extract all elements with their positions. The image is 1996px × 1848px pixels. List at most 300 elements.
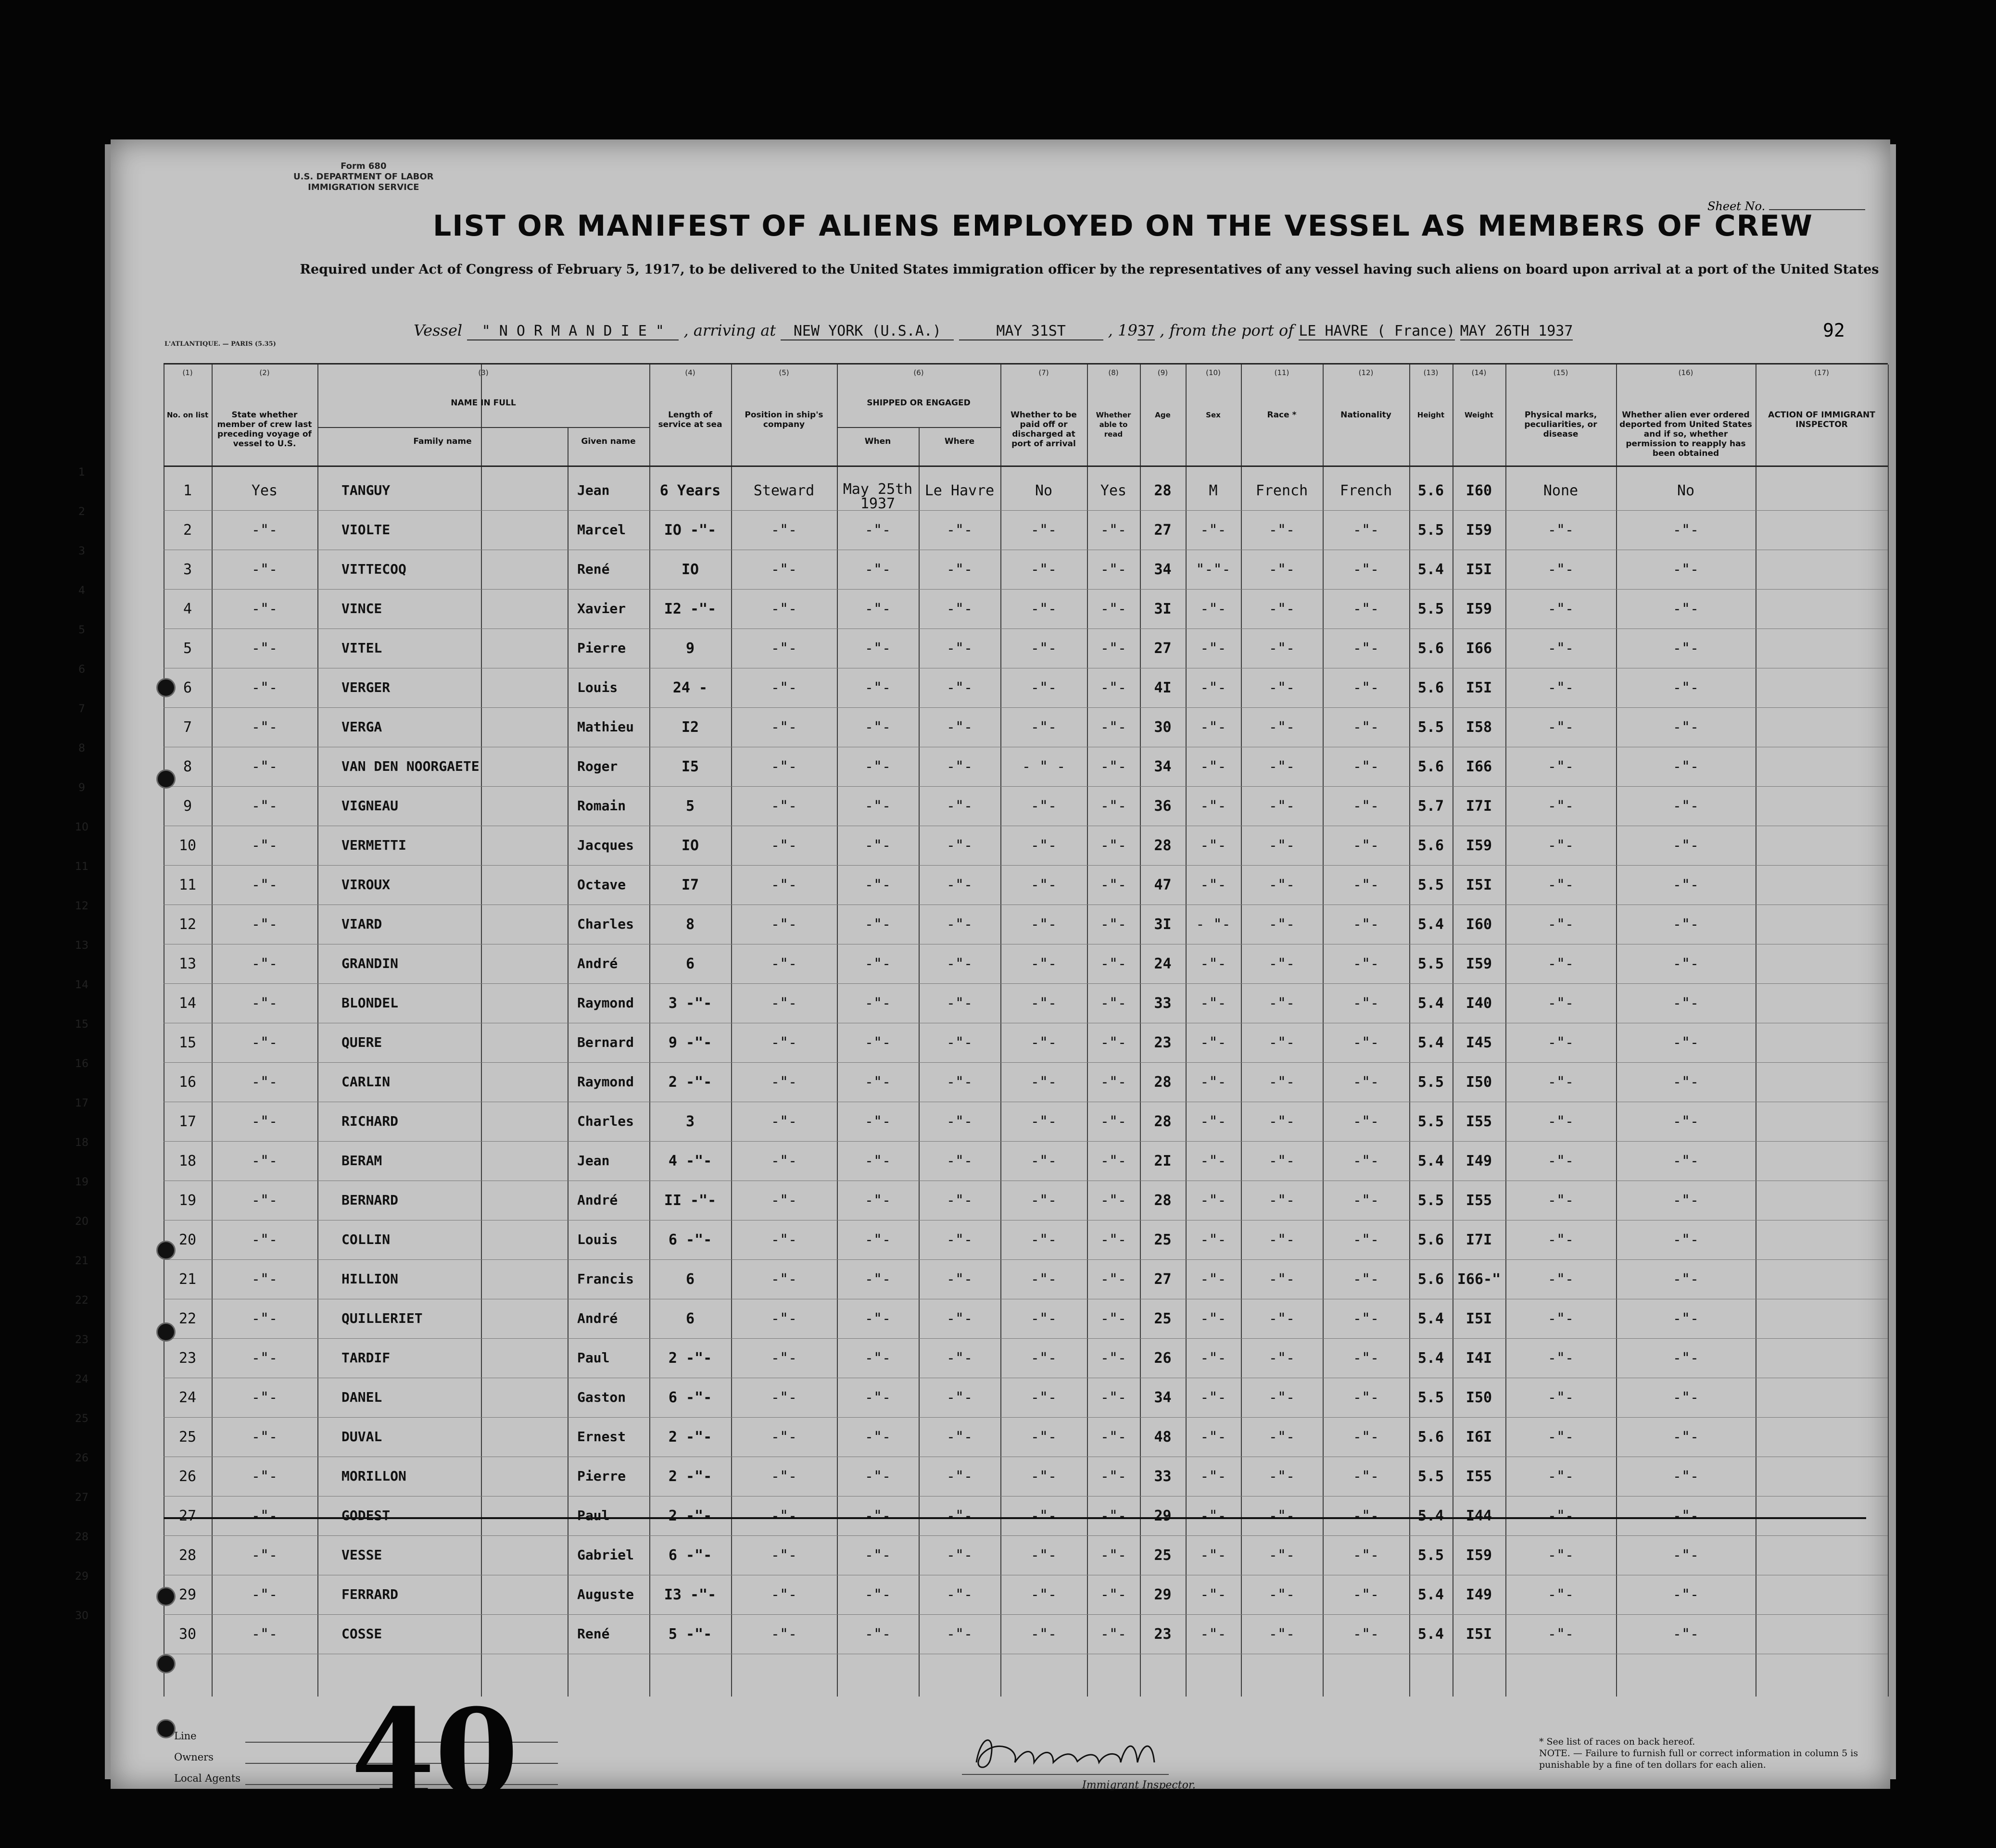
cell-height: 5.5 xyxy=(1417,1389,1444,1406)
cell-sex: -"- xyxy=(1200,522,1226,539)
cell-marks: -"- xyxy=(1547,955,1574,972)
margin-line-number: 7 xyxy=(78,703,85,715)
cell-weight: I60 xyxy=(1465,916,1492,933)
cell-family: COSSE xyxy=(341,1626,382,1642)
cell-service: 2 -"- xyxy=(668,1429,712,1446)
cell-height: 5.6 xyxy=(1417,482,1444,499)
cell-where: -"- xyxy=(946,995,973,1012)
cell-where: -"- xyxy=(946,522,973,539)
cell-paid: -"- xyxy=(1030,1508,1057,1524)
cell-family: VINCE xyxy=(341,601,382,616)
cell-service: 6 -"- xyxy=(668,1232,712,1248)
row-rule xyxy=(164,1062,1888,1063)
cell-family: FERRARD xyxy=(341,1586,399,1602)
cell-family: VITTECOQ xyxy=(341,561,406,577)
cell-paid: -"- xyxy=(1030,640,1057,657)
margin-line-number: 27 xyxy=(75,1492,88,1504)
cell-prev: -"- xyxy=(251,1586,278,1603)
cell-prev: -"- xyxy=(251,1389,278,1406)
cell-read: Yes xyxy=(1100,482,1127,499)
cell-height: 5.4 xyxy=(1417,1310,1444,1327)
cell-service: 3 xyxy=(685,1113,695,1130)
cell-paid: -"- xyxy=(1030,1232,1057,1248)
cell-marks: -"- xyxy=(1547,1153,1574,1169)
cell-deported: -"- xyxy=(1672,1547,1699,1564)
cell-height: 5.5 xyxy=(1417,1468,1444,1485)
cell-no: 26 xyxy=(178,1468,197,1485)
cell-race: -"- xyxy=(1268,601,1295,617)
cell-age: 36 xyxy=(1154,798,1172,815)
cell-nationality: -"- xyxy=(1352,1429,1379,1446)
cell-prev: -"- xyxy=(251,1232,278,1248)
arriving-label: , arriving at xyxy=(683,321,776,339)
cell-given: André xyxy=(577,1310,618,1326)
cell-given: Jacques xyxy=(577,837,634,853)
vessel-line xyxy=(414,321,1573,340)
row-rule xyxy=(164,865,1888,866)
race-note: * See list of races on back hereof. xyxy=(1539,1736,1695,1747)
cell-read: -"- xyxy=(1100,1034,1127,1051)
cell-age: 26 xyxy=(1154,1350,1172,1367)
cell-prev: -"- xyxy=(251,916,278,933)
cell-prev: -"- xyxy=(251,1350,278,1367)
departure-date: MAY 26TH 1937 xyxy=(1460,323,1573,339)
cell-weight: I44 xyxy=(1465,1508,1492,1524)
cell-sex: -"- xyxy=(1200,877,1226,893)
cell-sex: -"- xyxy=(1200,1034,1226,1051)
cell-height: 5.7 xyxy=(1417,798,1444,815)
cell-given: Xavier xyxy=(577,601,626,616)
cell-where: -"- xyxy=(946,1232,973,1248)
cell-where: -"- xyxy=(946,1547,973,1564)
cell-sex: -"- xyxy=(1200,1508,1226,1524)
cell-deported: -"- xyxy=(1672,1113,1699,1130)
cell-when: -"- xyxy=(864,1271,891,1288)
cell-deported: -"- xyxy=(1672,877,1699,893)
row-rule xyxy=(164,1614,1888,1615)
cell-no: 20 xyxy=(178,1232,197,1248)
cell-given: Louis xyxy=(577,679,618,695)
cell-sex: - "- xyxy=(1196,916,1231,933)
cell-sex: -"- xyxy=(1200,1113,1226,1130)
row-rule xyxy=(164,1535,1888,1536)
cell-family: QUILLERIET xyxy=(341,1310,423,1326)
cell-position: -"- xyxy=(771,640,797,657)
cell-family: DUVAL xyxy=(341,1429,382,1445)
cell-family: GODEST xyxy=(341,1508,391,1523)
cell-race: -"- xyxy=(1268,1586,1295,1603)
cell-where: -"- xyxy=(946,837,973,854)
cell-service: I2 xyxy=(681,719,699,736)
cell-race: -"- xyxy=(1268,1271,1295,1288)
cell-sex: -"- xyxy=(1200,955,1226,972)
cell-read: -"- xyxy=(1100,1153,1127,1169)
cell-family: VITEL xyxy=(341,640,382,656)
cell-when: -"- xyxy=(864,522,891,539)
cell-age: 3I xyxy=(1154,916,1172,933)
cell-no: 28 xyxy=(178,1547,197,1564)
cell-age: 29 xyxy=(1154,1586,1172,1603)
column-number: (12) xyxy=(1358,368,1374,377)
cell-age: 3I xyxy=(1154,601,1172,617)
cell-nationality: -"- xyxy=(1352,561,1379,578)
cell-deported: -"- xyxy=(1672,1310,1699,1327)
cell-where: -"- xyxy=(946,1508,973,1524)
cell-read: -"- xyxy=(1100,1389,1127,1406)
cell-when: -"- xyxy=(864,1232,891,1248)
cell-position: Steward xyxy=(753,482,815,499)
column-header: Sex xyxy=(1206,411,1221,419)
cell-marks: -"- xyxy=(1547,1389,1574,1406)
cell-family: BERNARD xyxy=(341,1192,399,1208)
margin-line-number: 15 xyxy=(75,1018,88,1031)
cell-given: Octave xyxy=(577,877,626,893)
cell-given: Auguste xyxy=(577,1586,634,1602)
cell-deported: -"- xyxy=(1672,1626,1699,1643)
cell-paid: -"- xyxy=(1030,719,1057,736)
cell-service: IO xyxy=(681,561,699,578)
cell-deported: -"- xyxy=(1672,916,1699,933)
cell-prev: -"- xyxy=(251,837,278,854)
cell-no: 1 xyxy=(183,482,192,499)
cell-service: 6 Years xyxy=(659,482,721,499)
column-number: (6) xyxy=(913,368,924,377)
cell-height: 5.4 xyxy=(1417,995,1444,1012)
cell-sex: -"- xyxy=(1200,679,1226,696)
cell-prev: -"- xyxy=(251,758,278,775)
cell-weight: I59 xyxy=(1465,1547,1492,1564)
cell-position: -"- xyxy=(771,1192,797,1209)
form-number: Form 680 xyxy=(341,161,387,171)
cell-age: 48 xyxy=(1154,1429,1172,1446)
cell-service: IO xyxy=(681,837,699,854)
cell-race: -"- xyxy=(1268,955,1295,972)
cell-given: André xyxy=(577,1192,618,1208)
column-number: (14) xyxy=(1471,368,1487,377)
cell-paid: -"- xyxy=(1030,1192,1057,1209)
cell-given: Gabriel xyxy=(577,1547,634,1563)
cell-marks: -"- xyxy=(1547,1586,1574,1603)
department-name: U.S. DEPARTMENT OF LABOR xyxy=(293,172,434,182)
cell-when: -"- xyxy=(864,1508,891,1524)
inspector-signature xyxy=(962,1729,1169,1777)
cell-nationality: -"- xyxy=(1352,1232,1379,1248)
cell-race: -"- xyxy=(1268,1350,1295,1367)
cell-prev: -"- xyxy=(251,1508,278,1524)
cell-deported: -"- xyxy=(1672,679,1699,696)
cell-position: -"- xyxy=(771,798,797,815)
margin-line-number: 2 xyxy=(78,506,85,518)
cell-position: -"- xyxy=(771,1153,797,1169)
binding-hole xyxy=(156,1719,176,1738)
cell-marks: -"- xyxy=(1547,1232,1574,1248)
cell-paid: -"- xyxy=(1030,1153,1057,1169)
margin-line-number: 25 xyxy=(75,1413,88,1425)
cell-marks: -"- xyxy=(1547,1113,1574,1130)
cell-where: -"- xyxy=(946,1626,973,1643)
row-rule xyxy=(164,983,1888,984)
margin-line-number: 9 xyxy=(78,782,85,794)
cell-weight: I5I xyxy=(1465,1310,1492,1327)
footer-agents-label: Local Agents xyxy=(174,1773,241,1784)
sheet-label: Sheet No. xyxy=(1707,200,1766,213)
cell-marks: -"- xyxy=(1547,877,1574,893)
cell-position: -"- xyxy=(771,837,797,854)
cell-read: -"- xyxy=(1100,1310,1127,1327)
cell-no: 23 xyxy=(178,1350,197,1367)
cell-sex: -"- xyxy=(1200,1153,1226,1169)
cell-read: -"- xyxy=(1100,1429,1127,1446)
cell-where: -"- xyxy=(946,955,973,972)
cell-marks: -"- xyxy=(1547,1192,1574,1209)
cell-position: -"- xyxy=(771,679,797,696)
cell-age: 25 xyxy=(1154,1232,1172,1248)
cell-when: -"- xyxy=(864,995,891,1012)
cell-sex: -"- xyxy=(1200,1232,1226,1248)
cell-paid: -"- xyxy=(1030,1547,1057,1564)
margin-line-number: 29 xyxy=(75,1571,88,1583)
sub-column-header: When xyxy=(864,437,891,446)
cell-service: 2 -"- xyxy=(668,1350,712,1367)
cell-prev: -"- xyxy=(251,1113,278,1130)
cell-height: 5.6 xyxy=(1417,758,1444,775)
row-rule xyxy=(164,707,1888,708)
cell-race: -"- xyxy=(1268,995,1295,1012)
cell-nationality: -"- xyxy=(1352,1389,1379,1406)
cell-given: Roger xyxy=(577,758,618,774)
cell-deported: -"- xyxy=(1672,719,1699,736)
crew-count: 40 xyxy=(351,1682,518,1823)
cell-marks: -"- xyxy=(1547,1074,1574,1091)
margin-line-number: 19 xyxy=(75,1176,88,1188)
cell-given: André xyxy=(577,955,618,971)
cell-weight: I5I xyxy=(1465,679,1492,696)
cell-given: Louis xyxy=(577,1232,618,1247)
cell-marks: -"- xyxy=(1547,798,1574,815)
cell-no: 30 xyxy=(178,1626,197,1643)
margin-line-number: 14 xyxy=(75,979,88,991)
vessel-name: " N O R M A N D I E " xyxy=(467,323,679,340)
cell-age: 27 xyxy=(1154,522,1172,539)
cell-age: 23 xyxy=(1154,1626,1172,1643)
cell-position: -"- xyxy=(771,1586,797,1603)
cell-nationality: -"- xyxy=(1352,640,1379,657)
cell-race: -"- xyxy=(1268,679,1295,696)
cell-marks: -"- xyxy=(1547,1429,1574,1446)
cell-race: -"- xyxy=(1268,640,1295,657)
cell-age: 28 xyxy=(1154,1074,1172,1091)
cell-weight: I7I xyxy=(1465,1232,1492,1248)
cell-weight: I59 xyxy=(1465,601,1492,617)
cell-position: -"- xyxy=(771,1389,797,1406)
cell-when: -"- xyxy=(864,877,891,893)
binding-hole xyxy=(156,678,176,697)
cell-deported: -"- xyxy=(1672,837,1699,854)
cell-age: 25 xyxy=(1154,1547,1172,1564)
cell-position: -"- xyxy=(771,1547,797,1564)
footer-line-label: Line xyxy=(174,1730,197,1742)
cell-given: Raymond xyxy=(577,995,634,1011)
cell-service: 5 xyxy=(685,798,695,815)
cell-age: 28 xyxy=(1154,1192,1172,1209)
cell-where: -"- xyxy=(946,877,973,893)
cell-height: 5.4 xyxy=(1417,1034,1444,1051)
margin-line-number: 13 xyxy=(75,940,88,952)
column-header: No. on list xyxy=(166,411,209,419)
cell-nationality: -"- xyxy=(1352,679,1379,696)
cell-age: 29 xyxy=(1154,1508,1172,1524)
margin-line-number: 11 xyxy=(75,861,88,873)
cell-given: Paul xyxy=(577,1508,610,1523)
cell-nationality: -"- xyxy=(1352,1113,1379,1130)
cell-height: 5.4 xyxy=(1417,1626,1444,1643)
from-port: LE HAVRE ( France) xyxy=(1299,323,1455,339)
cell-nationality: -"- xyxy=(1352,719,1379,736)
cell-position: -"- xyxy=(771,1508,797,1524)
cell-sex: -"- xyxy=(1200,1192,1226,1209)
column-header: Race * xyxy=(1267,410,1297,420)
cell-nationality: -"- xyxy=(1352,1074,1379,1091)
cell-prev: -"- xyxy=(251,719,278,736)
cell-height: 5.5 xyxy=(1417,877,1444,893)
cell-paid: -"- xyxy=(1030,1271,1057,1288)
cell-read: -"- xyxy=(1100,561,1127,578)
cell-deported: -"- xyxy=(1672,1429,1699,1446)
column-number: (9) xyxy=(1157,368,1168,377)
cell-paid: -"- xyxy=(1030,1034,1057,1051)
cell-nationality: -"- xyxy=(1352,758,1379,775)
cell-prev: -"- xyxy=(251,1153,278,1169)
penalty-note: NOTE. — Failure to furnish full or correct information in column 5 is punishable by a fine of ten dollars for each alien. xyxy=(1539,1748,1858,1770)
cell-deported: -"- xyxy=(1672,1074,1699,1091)
cell-position: -"- xyxy=(771,995,797,1012)
cell-family: RICHARD xyxy=(341,1113,399,1129)
cell-height: 5.6 xyxy=(1417,1271,1444,1288)
cell-family: CARLIN xyxy=(341,1074,391,1090)
cell-nationality: -"- xyxy=(1352,1153,1379,1169)
cell-deported: -"- xyxy=(1672,561,1699,578)
cell-prev: -"- xyxy=(251,561,278,578)
cell-nationality: -"- xyxy=(1352,995,1379,1012)
cell-no: 13 xyxy=(178,955,197,972)
cell-nationality: -"- xyxy=(1352,601,1379,617)
cell-service: IO -"- xyxy=(664,522,717,539)
cell-marks: -"- xyxy=(1547,1626,1574,1643)
cell-race: -"- xyxy=(1268,1508,1295,1524)
cell-when: -"- xyxy=(864,1586,891,1603)
cell-age: 28 xyxy=(1154,482,1172,499)
cell-marks: None xyxy=(1543,482,1579,499)
cell-given: Ernest xyxy=(577,1429,626,1445)
cell-paid: -"- xyxy=(1030,1586,1057,1603)
cell-sex: -"- xyxy=(1200,995,1226,1012)
margin-line-number: 30 xyxy=(75,1610,88,1622)
cell-height: 5.5 xyxy=(1417,1547,1444,1564)
cell-when: -"- xyxy=(864,837,891,854)
cell-read: -"- xyxy=(1100,837,1127,854)
cell-read: -"- xyxy=(1100,1626,1127,1643)
service-name: IMMIGRATION SERVICE xyxy=(308,182,419,192)
cell-age: 34 xyxy=(1154,561,1172,578)
cell-service: 8 xyxy=(685,916,695,933)
cell-no: 3 xyxy=(183,561,192,578)
cell-height: 5.6 xyxy=(1417,837,1444,854)
cell-sex: -"- xyxy=(1200,1350,1226,1367)
cell-service: 5 -"- xyxy=(668,1626,712,1643)
cell-nationality: -"- xyxy=(1352,522,1379,539)
cell-paid: -"- xyxy=(1030,679,1057,696)
cell-when: -"- xyxy=(864,1034,891,1051)
cell-given: Romain xyxy=(577,798,626,814)
cell-where: -"- xyxy=(946,601,973,617)
binding-hole xyxy=(156,1587,176,1606)
cell-sex: -"- xyxy=(1200,1586,1226,1603)
cell-weight: I7I xyxy=(1465,798,1492,815)
cell-height: 5.5 xyxy=(1417,955,1444,972)
margin-line-number: 16 xyxy=(75,1058,88,1070)
cell-sex: -"- xyxy=(1200,601,1226,617)
cell-sex: -"- xyxy=(1200,1429,1226,1446)
cell-weight: I59 xyxy=(1465,522,1492,539)
row-rule xyxy=(164,1417,1888,1418)
cell-marks: -"- xyxy=(1547,1271,1574,1288)
cell-race: -"- xyxy=(1268,1192,1295,1209)
cell-weight: I66 xyxy=(1465,758,1492,775)
cell-race: -"- xyxy=(1268,719,1295,736)
cell-read: -"- xyxy=(1100,798,1127,815)
sub-header-rule xyxy=(317,427,649,428)
margin-line-number: 4 xyxy=(78,585,85,597)
cell-height: 5.6 xyxy=(1417,679,1444,696)
cell-weight: I58 xyxy=(1465,719,1492,736)
cell-read: -"- xyxy=(1100,758,1127,775)
cell-age: 30 xyxy=(1154,719,1172,736)
subtitle: Required under Act of Congress of February 5, 1917, to be delivered to the United States immigration officer by the representatives of any vessel having such aliens on board upon arrival at a port of the United States xyxy=(300,262,1879,277)
cell-service: I3 -"- xyxy=(664,1586,717,1603)
cell-given: Mathieu xyxy=(577,719,634,735)
cell-age: 47 xyxy=(1154,877,1172,893)
cell-paid: -"- xyxy=(1030,522,1057,539)
cell-position: -"- xyxy=(771,1034,797,1051)
cell-service: I7 xyxy=(681,877,699,893)
cell-position: -"- xyxy=(771,1074,797,1091)
cell-read: -"- xyxy=(1100,640,1127,657)
cell-weight: I59 xyxy=(1465,955,1492,972)
margin-line-number: 3 xyxy=(78,545,85,557)
cell-where: -"- xyxy=(946,916,973,933)
cell-race: French xyxy=(1255,482,1308,499)
cell-nationality: -"- xyxy=(1352,1271,1379,1288)
column-header: Nationality xyxy=(1340,410,1391,420)
cell-where: -"- xyxy=(946,679,973,696)
strike-through-line xyxy=(164,1517,1866,1519)
cell-marks: -"- xyxy=(1547,837,1574,854)
cell-paid: No xyxy=(1035,482,1053,499)
cell-marks: -"- xyxy=(1547,522,1574,539)
cell-height: 5.6 xyxy=(1417,640,1444,657)
cell-position: -"- xyxy=(771,1271,797,1288)
cell-nationality: -"- xyxy=(1352,1034,1379,1051)
cell-nationality: -"- xyxy=(1352,1310,1379,1327)
cell-position: -"- xyxy=(771,1310,797,1327)
cell-prev: -"- xyxy=(251,1034,278,1051)
cell-deported: -"- xyxy=(1672,1192,1699,1209)
cell-prev: -"- xyxy=(251,798,278,815)
cell-family: MORILLON xyxy=(341,1468,406,1484)
cell-service: 9 xyxy=(685,640,695,657)
page-title: LIST OR MANIFEST OF ALIENS EMPLOYED ON THE VESSEL AS MEMBERS OF CREW xyxy=(433,209,1813,243)
cell-position: -"- xyxy=(771,955,797,972)
